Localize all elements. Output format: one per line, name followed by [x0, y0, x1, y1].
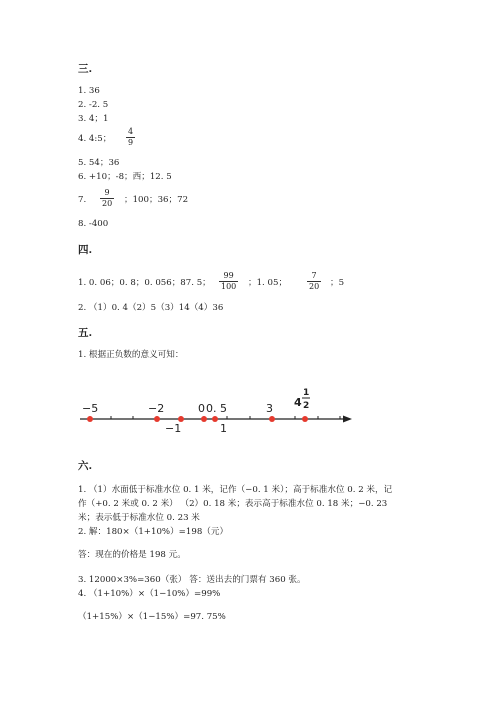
- answer-line: 4. 4:5；: [78, 134, 112, 144]
- fraction-numerator: 7: [311, 271, 317, 280]
- answer-paragraph-line: 米；表示低于标准水位 0. 23 米: [78, 513, 200, 523]
- label-0-5: 0. 5: [206, 402, 227, 415]
- fraction: [126, 128, 135, 147]
- fraction-denominator: 100: [221, 282, 237, 291]
- label-mixed-numerator: 1: [303, 388, 310, 398]
- label-mixed-whole: 4: [294, 396, 302, 409]
- answer-line: 5. 54；36: [78, 158, 120, 168]
- label-mixed-denominator: 2: [303, 401, 310, 411]
- answer-line: 2. （1）0. 4（2）5（3）14（4）36: [78, 303, 224, 313]
- fraction-numerator: 4: [128, 127, 134, 136]
- answer-line: ；1. 05；: [248, 278, 288, 288]
- label-minus-2: −2: [148, 402, 165, 415]
- answer-paragraph-line: 作（+0. 2 米或 0. 2 米） （2）0. 18 米；表示高于标准水位 0. 18 米；−0. 23: [78, 499, 388, 509]
- answer-line: 答：现在的价格是 198 元。: [78, 550, 186, 560]
- number-line: [0, 383, 500, 473]
- answer-line: 1. 0. 06；0. 8；0. 056；87. 5；: [78, 278, 211, 288]
- point-marker: [269, 416, 275, 422]
- answer-line: 4. （1+10%）×（1−10%）=99%: [78, 589, 221, 599]
- section-3-heading: 三.: [78, 63, 93, 75]
- fraction-denominator: 20: [102, 199, 113, 208]
- point-marker: [302, 416, 308, 422]
- point-marker: [212, 416, 218, 422]
- fraction-numerator: 9: [104, 188, 110, 197]
- answer-line: 2. 解：180×（1+10%）=198（元）: [78, 527, 229, 537]
- answer-line: ；100；36；72: [124, 195, 189, 205]
- answer-line: 2. -2. 5: [78, 100, 109, 110]
- answer-line: 6. +10；-8；西；12. 5: [78, 172, 172, 182]
- label-minus-5: −5: [82, 402, 99, 415]
- fraction: [307, 272, 321, 291]
- label-3: 3: [266, 402, 273, 415]
- answer-line: 7.: [78, 195, 87, 205]
- answer-line: 1. 36: [78, 86, 100, 96]
- fraction-denominator: 9: [128, 138, 134, 147]
- section-4-heading: 四.: [78, 244, 93, 256]
- fraction: [100, 189, 114, 208]
- label-0: 0: [198, 402, 205, 415]
- section-6-heading: 六.: [78, 460, 93, 472]
- answer-line: （1+15%）×（1−15%）=97. 75%: [78, 612, 226, 622]
- number-line-labels: [82, 388, 310, 435]
- answer-line: 3. 4；1: [78, 114, 109, 124]
- answer-line: 1. 根据正负数的意义可知：: [78, 350, 184, 360]
- answer-line: 3. 12000×3%=360（张） 答：送出去的门票有 360 张。: [78, 575, 306, 585]
- point-marker: [154, 416, 160, 422]
- label-minus-1: −1: [165, 422, 182, 435]
- fraction: [219, 272, 238, 291]
- point-marker: [87, 416, 93, 422]
- fraction-denominator: 20: [309, 282, 320, 291]
- arrow-icon: [343, 416, 352, 423]
- answer-line: ；5: [330, 278, 345, 288]
- section-5-heading: 五.: [78, 327, 93, 339]
- answer-paragraph-line: 1. （1）水面低于标准水位 0. 1 米，记作（−0. 1 米）；高于标准水位 0. 2 米，记: [78, 485, 393, 495]
- label-1: 1: [220, 422, 227, 435]
- fraction-numerator: 99: [223, 271, 234, 280]
- answer-line: 8. -400: [78, 219, 109, 229]
- point-marker: [201, 416, 207, 422]
